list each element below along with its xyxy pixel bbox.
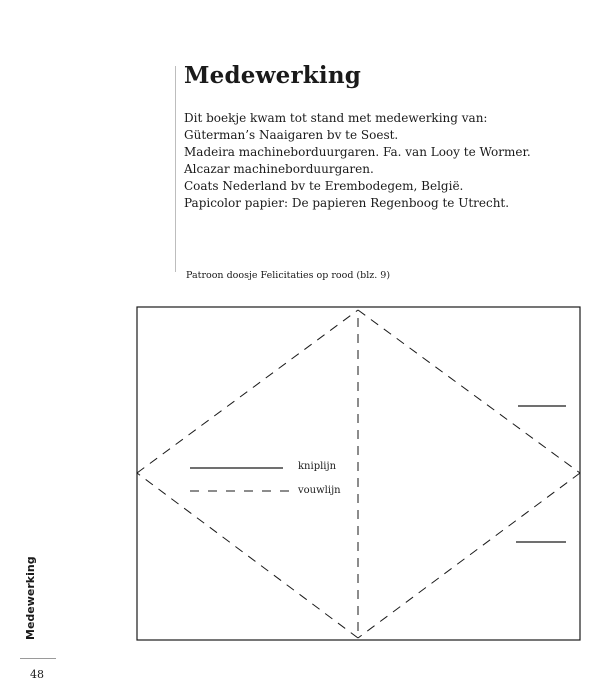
fold-line	[358, 310, 580, 473]
credits-line: Coats Nederland bv te Erembodegem, België.	[184, 179, 464, 193]
page-title: Medewerking	[184, 62, 362, 89]
pattern-caption: Patroon doosje Felicitaties op rood (blz. 9)	[186, 270, 391, 281]
footer-rule	[20, 658, 56, 659]
running-section-title: Medewerking	[24, 556, 37, 640]
credits-line: Papicolor papier: De papieren Regenboog te Utrecht.	[184, 196, 510, 210]
credits-line: Madeira machineborduurgaren. Fa. van Looy te Wormer.	[184, 145, 531, 159]
legend-fold-label: vouwlijn	[298, 485, 341, 496]
fold-lines	[137, 310, 580, 638]
legend-cut-label: kniplijn	[298, 461, 337, 472]
credits-line: Güterman’s Naaigaren bv te Soest.	[184, 128, 399, 142]
credits-line: Dit boekje kwam tot stand met medewerking van:	[184, 111, 488, 125]
fold-line	[137, 473, 358, 638]
fold-line	[358, 473, 580, 638]
fold-line	[137, 310, 358, 473]
page-number: 48	[30, 668, 44, 681]
credits-line: Alcazar machineborduurgaren.	[184, 162, 374, 176]
